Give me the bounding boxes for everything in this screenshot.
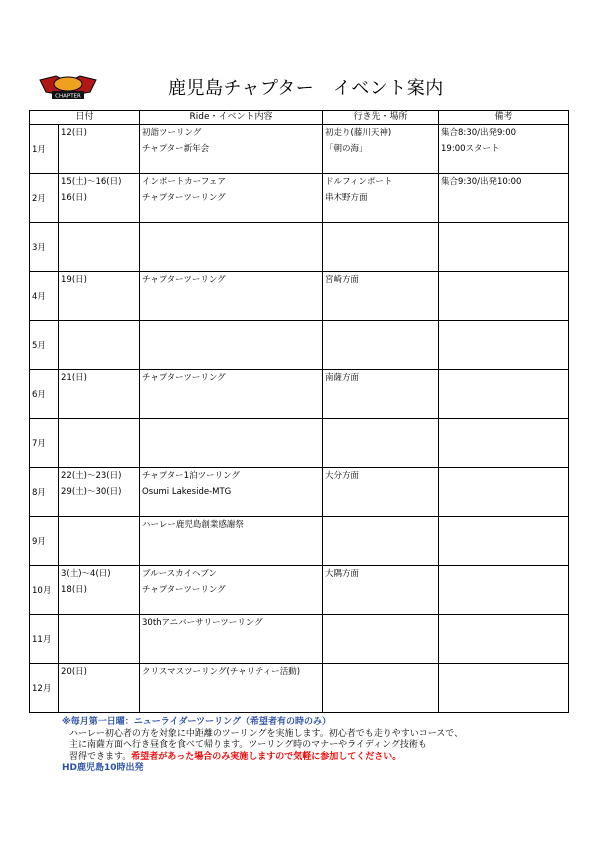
note-cell (439, 125, 569, 174)
event-line: 初詣ツーリング (142, 128, 202, 138)
event-cell (140, 272, 323, 321)
date-line: 22(土)～23(日) (61, 471, 122, 481)
event-cell (140, 223, 323, 272)
note-cell (439, 321, 569, 370)
date-line: 20(日) (61, 667, 87, 677)
date-cell (59, 664, 140, 713)
event-cell (140, 419, 323, 468)
date-cell (59, 174, 140, 223)
date-line: 29(土)～30(日) (61, 487, 122, 497)
dest-line: 南薩方面 (325, 373, 360, 383)
footer-line-4: HD鹿児島10時出発 (62, 763, 144, 773)
event-cell (140, 125, 323, 174)
event-line: チャプターツーリング (142, 275, 226, 285)
month-cell: 2月 (30, 174, 59, 223)
footer-line-1: ハーレー初心者の方を対象に中距離のツーリングを実施します。初心者でも走りやすいコースで、 (69, 728, 464, 739)
note-cell (439, 468, 569, 517)
header-notes: 備考 (439, 111, 569, 125)
event-line: クリスマスツーリング(チャリティー活動) (142, 667, 301, 677)
month-cell: 1月 (30, 125, 59, 174)
dest-cell (323, 664, 439, 713)
month-cell: 12月 (30, 664, 59, 713)
dest-line: 串木野方面 (325, 193, 368, 203)
date-line: 21(日) (61, 373, 87, 383)
footer-line-2: 主に南薩方面へ行き昼食を食べて帰ります。ツーリング時のマナーやライディング技術も (69, 740, 427, 750)
note-cell (439, 223, 569, 272)
note-line: 19:00スタート (441, 144, 500, 154)
footer-line-3b: 希望者があった場合のみ実施しますので気軽に参加してください。 (131, 751, 402, 762)
month-cell: 9月 (30, 517, 59, 566)
table-row (30, 566, 569, 615)
dest-cell (323, 174, 439, 223)
note-cell (439, 370, 569, 419)
dest-cell (323, 517, 439, 566)
header-date: 日付 (30, 111, 140, 125)
month-cell: 11月 (30, 615, 59, 664)
date-cell (59, 272, 140, 321)
dest-line: 宮崎方面 (325, 275, 360, 285)
table-row (30, 174, 569, 223)
note-cell (439, 566, 569, 615)
month-cell: 3月 (30, 223, 59, 272)
note-cell (439, 664, 569, 713)
table-row (30, 664, 569, 713)
date-line: 12(日) (61, 128, 87, 138)
footer-line-3a: 習得できます。 (69, 751, 132, 762)
date-cell (59, 370, 140, 419)
footer-heading: ※毎月第一日曜：ニューライダーツーリング（希望者有の時のみ） (62, 717, 331, 727)
dest-line: 大分方面 (325, 471, 360, 481)
note-cell (439, 615, 569, 664)
date-line: 18(日) (61, 585, 87, 595)
schedule-body (30, 125, 569, 713)
event-cell (140, 370, 323, 419)
chapter-logo (38, 72, 98, 106)
dest-cell (323, 370, 439, 419)
date-cell (59, 125, 140, 174)
event-line: チャプターツーリング (142, 193, 226, 203)
event-line: ハーレー鹿児島創業感謝祭 (142, 520, 244, 530)
dest-cell (323, 419, 439, 468)
event-line: チャプター1泊ツーリング (142, 471, 240, 481)
dest-cell (323, 468, 439, 517)
note-cell (439, 419, 569, 468)
note-line: 集合9:30/出発10:00 (441, 177, 522, 187)
event-cell (140, 517, 323, 566)
month-cell: 10月 (30, 566, 59, 615)
date-cell (59, 517, 140, 566)
month-cell: 5月 (30, 321, 59, 370)
page-title: 鹿児島チャプター イベント案内 (168, 78, 444, 99)
date-line: 15(土)～16(日) (61, 177, 122, 187)
event-line: チャプターツーリング (142, 585, 226, 595)
event-cell (140, 468, 323, 517)
table-row (30, 370, 569, 419)
note-cell (439, 517, 569, 566)
table-row (30, 468, 569, 517)
dest-cell (323, 566, 439, 615)
event-line: チャプター新年会 (142, 144, 210, 154)
table-row (30, 615, 569, 664)
dest-cell (323, 615, 439, 664)
table-row (30, 223, 569, 272)
date-line: 3(土)～4(日) (61, 569, 111, 579)
event-line: 30thアニバーサリーツーリング (142, 618, 263, 628)
table-row (30, 125, 569, 174)
event-line: インポートカーフェア (142, 177, 226, 187)
date-line: 19(日) (61, 275, 87, 285)
date-line: 16(日) (61, 193, 87, 203)
event-cell (140, 615, 323, 664)
date-cell (59, 223, 140, 272)
dest-cell (323, 125, 439, 174)
date-cell (59, 419, 140, 468)
logo-text: CHAPTER (55, 93, 81, 100)
dest-line: 初走り(藤川天神) (325, 128, 392, 138)
event-line: Osumi Lakeside-MTG (142, 487, 232, 497)
table-row (30, 272, 569, 321)
dest-cell (323, 272, 439, 321)
date-cell (59, 321, 140, 370)
event-cell (140, 664, 323, 713)
date-cell (59, 615, 140, 664)
footer-line-3 (62, 752, 463, 764)
dest-cell (323, 321, 439, 370)
header-event: Ride・イベント内容 (140, 111, 323, 125)
event-cell (140, 321, 323, 370)
event-line: チャプターツーリング (142, 373, 226, 383)
month-cell: 8月 (30, 468, 59, 517)
event-cell (140, 566, 323, 615)
table-row (30, 517, 569, 566)
dest-line: 大隅方面 (325, 569, 360, 579)
table-row (30, 321, 569, 370)
date-cell (59, 566, 140, 615)
month-cell: 4月 (30, 272, 59, 321)
dest-cell (323, 223, 439, 272)
footer-notes (62, 717, 463, 775)
header-destination: 行き先・場所 (323, 111, 439, 125)
date-cell (59, 468, 140, 517)
table-row (30, 419, 569, 468)
event-schedule-table (29, 110, 569, 713)
event-cell (140, 174, 323, 223)
note-cell (439, 174, 569, 223)
note-line: 集合8:30/出発9:00 (441, 128, 517, 138)
event-line: ブルースカイヘブン (142, 569, 217, 579)
month-cell: 7月 (30, 419, 59, 468)
note-cell (439, 272, 569, 321)
month-cell: 6月 (30, 370, 59, 419)
dest-line: 「朝の海」 (325, 144, 368, 154)
dest-line: ドルフィンポート (325, 177, 393, 187)
